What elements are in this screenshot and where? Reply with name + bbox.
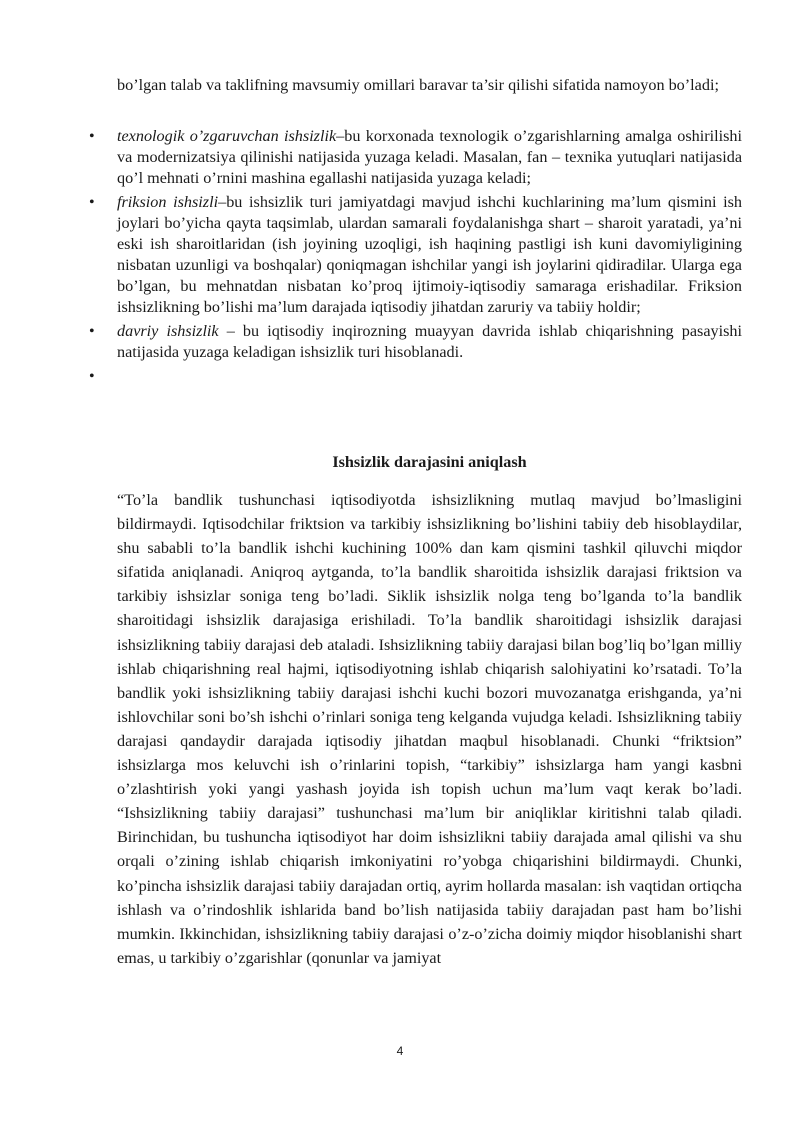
continuation-text: bo’lgan talab va taklifning mavsumiy omillari baravar ta’sir qilishi sifatida namoyon bo’ladi; (117, 76, 719, 94)
term: texnologik o’zgaruvchan ishsizlik (117, 127, 337, 145)
definition: –bu ishsizlik turi jamiyatdagi mavjud ishchi kuchlarining ma’lum qismini ish joylari bo’yicha qayta taqsimlab, ulardan samarali foydalanishga shart – sharoit yaratadi, ya’ni eski ish sharoitlaridan (ish joyining uzoqligi, ish haqining pastligi ish kuni davomiyligining nisbatan uzunligi va boshqalar) qoniqmagan ishchilar yangi ish joylarini qidiradilar. Ularga ega bo’lgan, bu mehnatdan nisbatan ko’proq ijtimoiy-iqtisodiy samaraga erishadilar. Friksion ishsizlikning bo’lishi ma’lum darajada iqtisodiy jihatdan zaruriy va tabiiy holdir; (117, 193, 742, 316)
empty-list-item (89, 366, 742, 387)
body-paragraph: “To’la bandlik tushunchasi iqtisodiyotda ishsizlikning mutlaq mavjud bo’lmasligini bildirmaydi. Iqtisodchilar friktsion va tarkibiy ishsizlikning bo’lishini tabiiy deb hisoblaydilar, shu sababli to’la bandlik ishchi kuchining 100% dan kam qismini tashkil qiluvchi miqdor sifatida aniqlanadi. Aniqroq aytganda, to’la bandlik sharoitida ishsizlik darajasi friktsion va tarkibiy ishsizlar soniga teng bo’ladi. Siklik ishsizlik nolga teng bo’lganda to’la bandlik sharoitidagi ishsizlik darajasiga erishiladi. To’la bandlik sharoitidagi ishsizlik darajasi ishsizlikning tabiiy darajasi deb ataladi. Ishsizlikning tabiiy darajasi bilan bog’liq bo’lgan milliy ishlab chiqarishning real hajmi, iqtisodiyotning ishlab chiqarish salohiyatini ko’rsatadi. To’la bandlik yoki ishsizlikning tabiiy darajasi ishchi kuchi bozori muvozanatga erishganda, ya’ni ishlovchilar soni bo’sh ishchi o’rinlari soniga teng kelganda vujudga keladi. Ishsizlikning tabiiy darajasi qandaydir darajada iqtisodiy jihatdan maqbul hisoblanadi. Chunki “friktsion” ishsizlarga mos keluvchi ish o’rinlarini topish, “tarkibiy” ishsizlarga ham yangi kasbni o’zlashtirish yoki yangi yashash joyida ish topish uchun ma’lum vaqt kerak bo’ladi. “Ishsizlikning tabiiy darajasi” tushunchasi ma’lum bir aniqliklar kiritishni talab qiladi. Birinchidan, bu tushuncha iqtisodiyot har doim ishsizlikni tabiiy darajada amal qilishi va shu orqali o’zining ishlab chiqarish imkoniyatini ro’yobga chiqarishini bildirmaydi. Chunki, ko’pincha ishsizlik darajasi tabiiy darajadan ortiq, ayrim hollarda masalan: ish vaqtidan ortiqcha ishlash va o’rindoshlik ishlarida band bo’lish natijasida tabiiy darajadan past ham bo’lishi mumkin. Ikkinchidan, ishsizlikning tabiiy darajasi o’z-o’zicha doimiy miqdor hisoblanishi shart emas, u tarkibiy o’zgarishlar (qonunlar va jamiyat (117, 491, 742, 967)
list-item (89, 126, 742, 189)
list-item (89, 192, 742, 318)
term: friksion ishsizli (117, 193, 219, 211)
bullet-icon: • (89, 194, 95, 211)
list-item (89, 321, 742, 363)
bullet-list (0, 126, 800, 390)
page-number: 4 (396, 1044, 404, 1058)
bullet-icon: • (89, 368, 95, 385)
definition: –bu korxonada texnologik o’zgarishlarning amalga oshirilishi va modernizatsiya qilinishi natijasida yuzaga keladi. Masalan, fan – texnika yutuqlari natijasida qo’l mehnati o’rnini mashina egallashi natijasida yuzaga keladi; (117, 127, 742, 187)
term: davriy ishsizlik (117, 322, 219, 340)
section-heading: Ishsizlik darajasini aniqlash (332, 453, 527, 471)
definition: – bu iqtisodiy inqirozning muayyan davrida ishlab chiqarishning pasayishi natijasida yuzaga keladigan ishsizlik turi hisoblanadi. (117, 322, 742, 361)
bullet-icon: • (89, 323, 95, 340)
bullet-icon: • (89, 128, 95, 145)
